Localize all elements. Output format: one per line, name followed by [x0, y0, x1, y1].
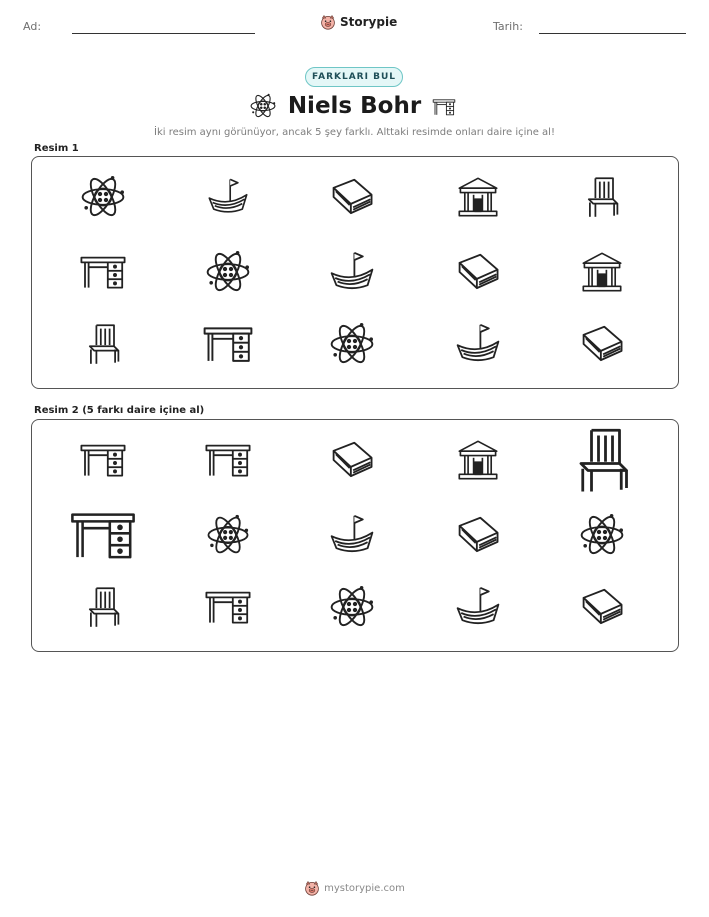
- atom-icon: [328, 320, 376, 368]
- book-icon[interactable]: [579, 584, 625, 630]
- pig-face-icon: [320, 14, 336, 30]
- boat-icon: [206, 175, 250, 219]
- picture2-label: Resim 2 (5 farkı daire içine al): [34, 405, 205, 416]
- desk-icon: [79, 248, 127, 296]
- desk-icon[interactable]: [79, 436, 127, 484]
- pig-face-icon: [304, 880, 320, 896]
- building-icon: [580, 250, 624, 294]
- desk-icon: [202, 318, 254, 370]
- footer-url: mystorypie.com: [324, 882, 405, 894]
- date-label: Tarih:: [493, 20, 523, 33]
- atom-icon[interactable]: [328, 583, 376, 631]
- chair-icon[interactable]: [567, 425, 637, 495]
- building-icon[interactable]: [456, 438, 500, 482]
- chair-icon: [81, 322, 125, 366]
- desk-icon: [430, 95, 458, 119]
- instruction-text: İki resim aynı görünüyor, ancak 5 şey farklı. Alttaki resimde onları daire içine al!: [154, 127, 555, 138]
- footer: [0, 880, 709, 896]
- boat-icon: [328, 248, 376, 296]
- book-icon: [455, 249, 501, 295]
- atom-icon: [204, 248, 252, 296]
- book-icon[interactable]: [329, 437, 375, 483]
- name-label: Ad:: [23, 20, 42, 33]
- atom-icon[interactable]: [578, 511, 626, 559]
- boat-icon[interactable]: [454, 583, 502, 631]
- atom-icon[interactable]: [205, 512, 251, 558]
- boat-icon[interactable]: [328, 511, 376, 559]
- activity-badge: FARKLARI BUL: [305, 67, 403, 87]
- book-icon: [329, 174, 375, 220]
- date-line[interactable]: [539, 33, 686, 34]
- picture1-label: Resim 1: [34, 143, 79, 154]
- brand-name: Storypie: [340, 15, 398, 29]
- desk-icon[interactable]: [69, 501, 137, 569]
- desk-icon[interactable]: [204, 583, 252, 631]
- boat-icon: [454, 320, 502, 368]
- picture2-panel[interactable]: [31, 419, 679, 652]
- brand-logo: [320, 14, 397, 30]
- book-icon: [579, 321, 625, 367]
- picture1-panel: [31, 156, 679, 389]
- book-icon[interactable]: [455, 512, 501, 558]
- chair-icon[interactable]: [81, 585, 125, 629]
- page-title: Niels Bohr: [287, 93, 422, 119]
- name-line[interactable]: [72, 33, 255, 34]
- desk-icon[interactable]: [204, 436, 252, 484]
- chair-icon: [580, 175, 624, 219]
- atom-icon: [79, 173, 127, 221]
- building-icon: [456, 175, 500, 219]
